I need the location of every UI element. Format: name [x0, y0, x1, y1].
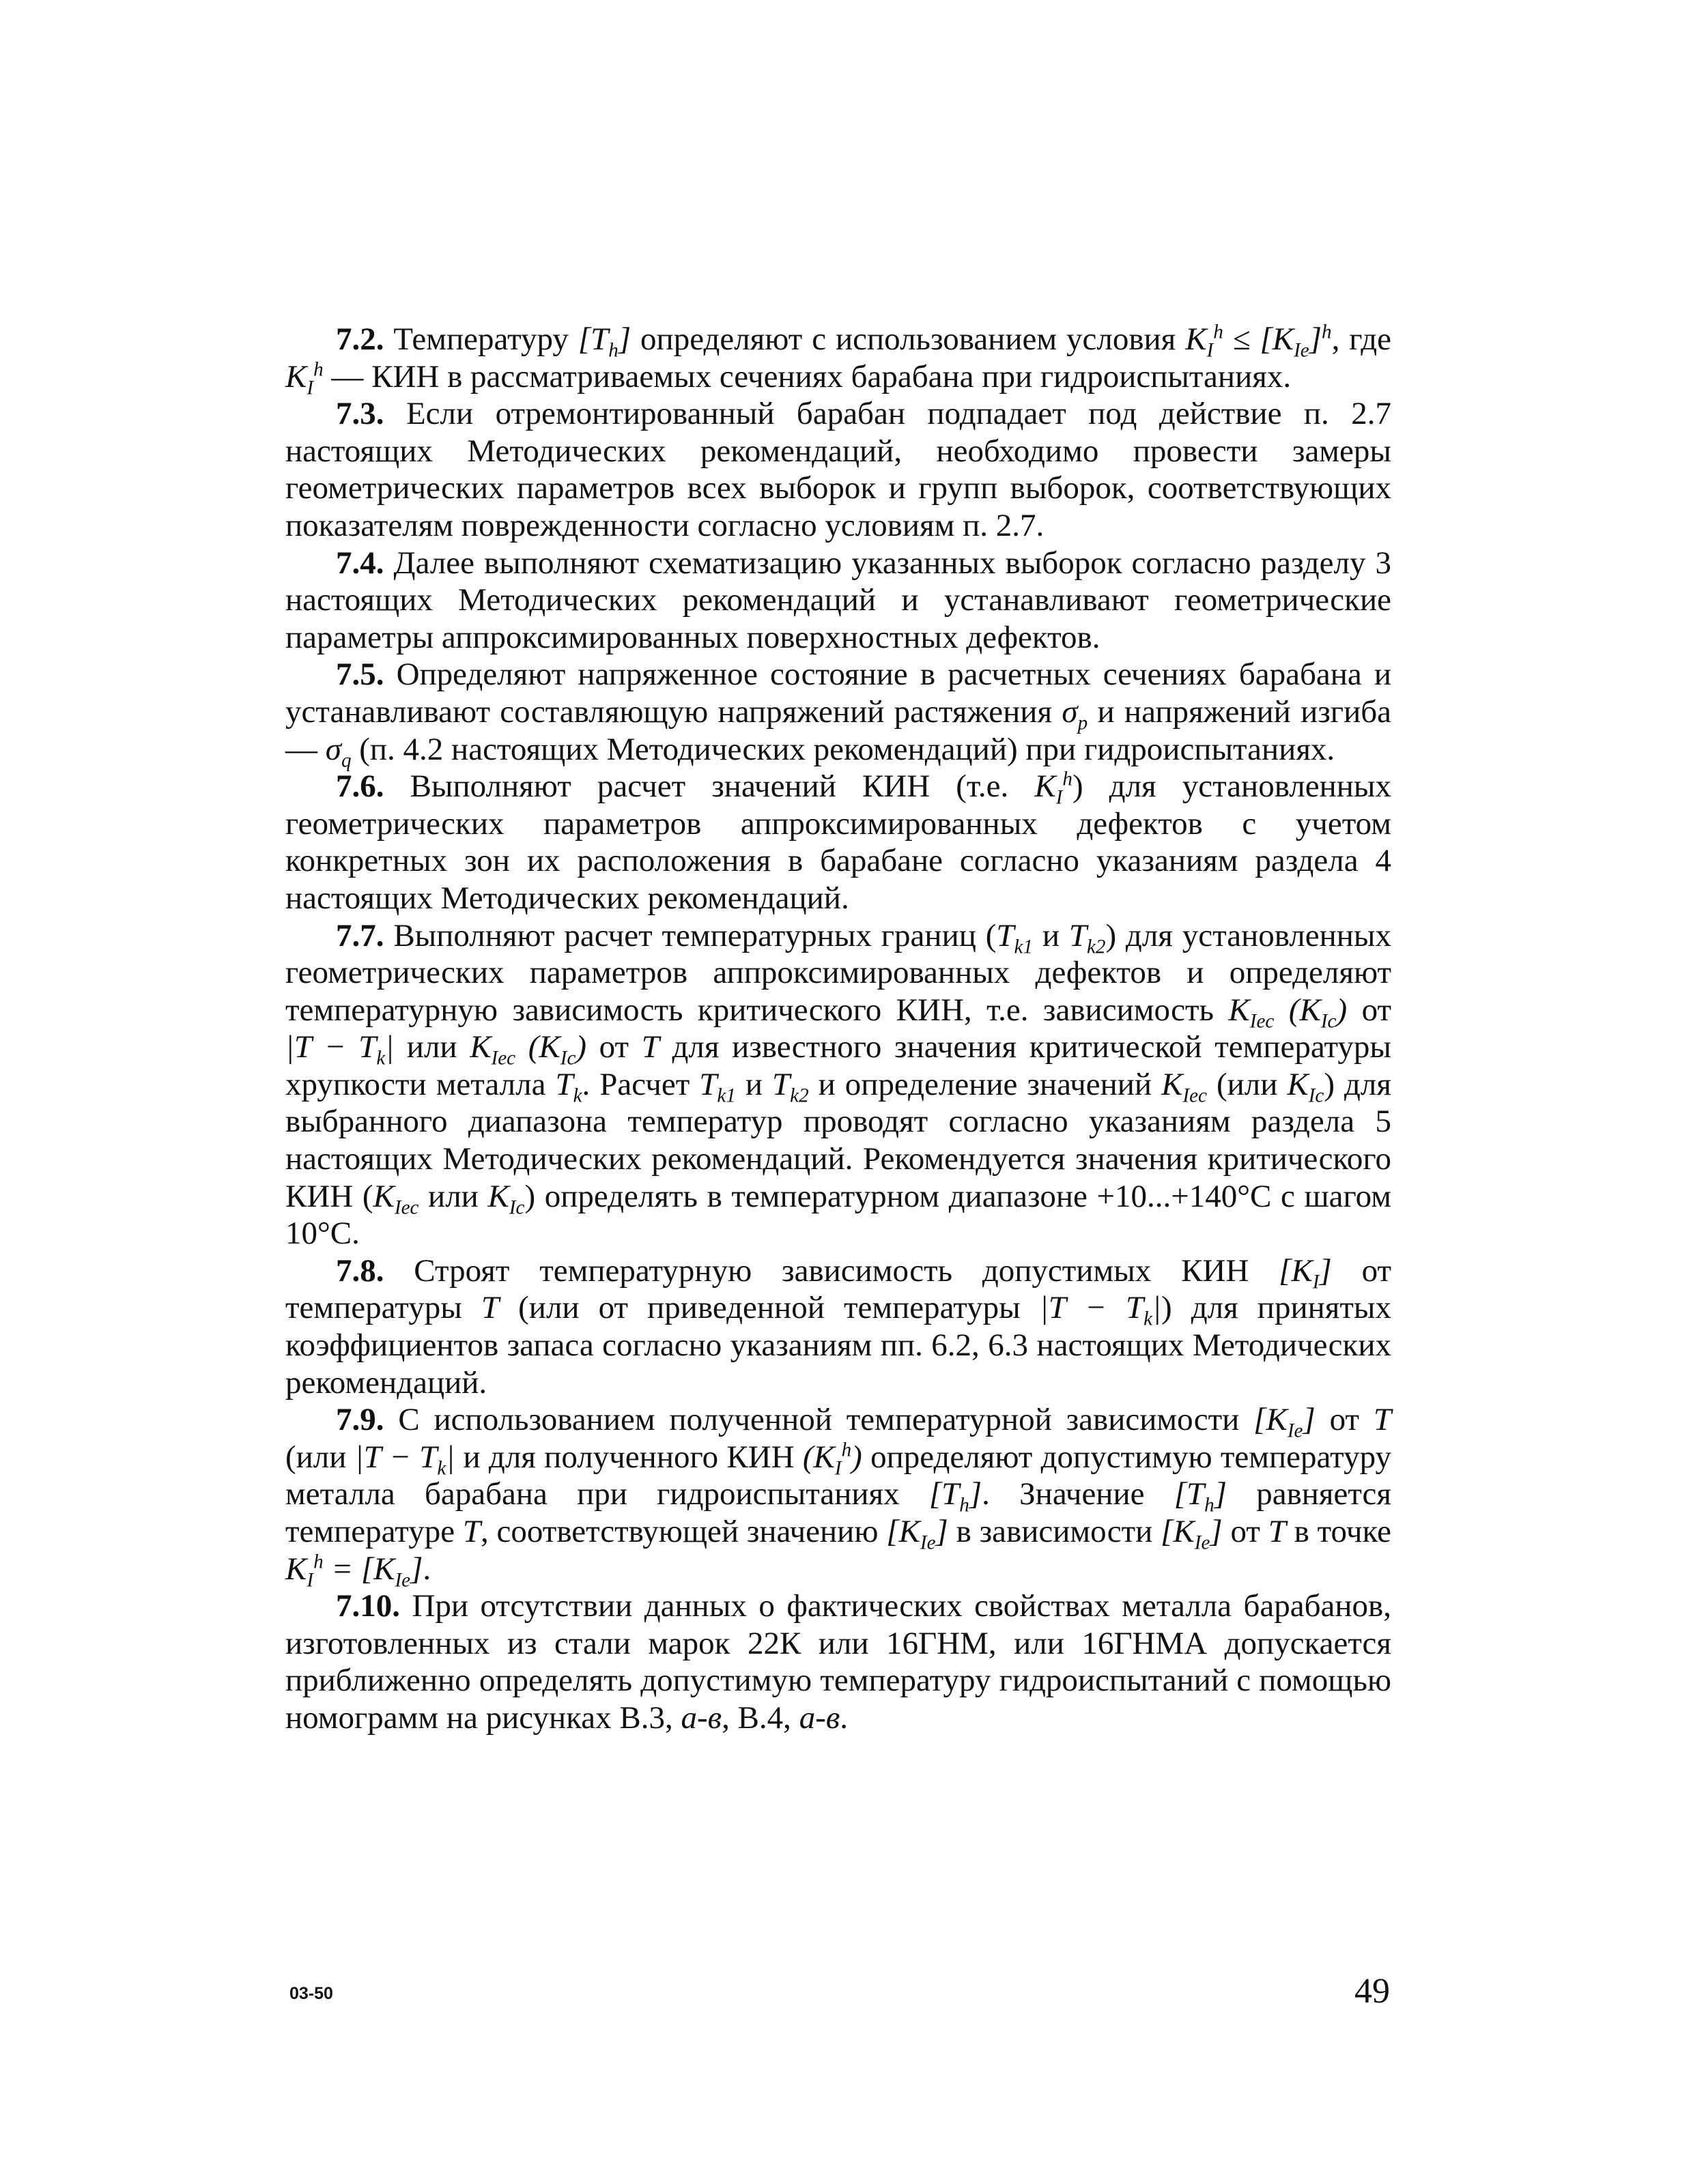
math-run: |	[1152, 1290, 1161, 1326]
math-run: ]	[1210, 1514, 1223, 1549]
text-run: или	[394, 1029, 470, 1065]
text-run: в зависимости	[948, 1514, 1161, 1549]
math-subscript: k2	[1086, 935, 1106, 958]
text-run: .	[423, 1551, 431, 1587]
math-subscript: Iec	[394, 1196, 419, 1219]
text-run: Определяют напряженное состояние в расчетных сечениях барабана и устанавливают составляющую напряжений растяжения	[285, 657, 1391, 730]
math-run: а-в	[681, 1699, 722, 1736]
body-text	[285, 321, 1391, 1737]
math-run: T	[1268, 1514, 1286, 1549]
text-run: — КИН в рассматриваемых сечениях барабана при гидроиспытаниях.	[323, 358, 1292, 394]
text-run: и	[1033, 917, 1069, 953]
math-subscript: h	[608, 339, 619, 362]
math-superscript: h	[1322, 321, 1332, 343]
math-subscript: Iec	[491, 1047, 516, 1069]
math-run: |T − T	[354, 1439, 438, 1475]
math-run: K	[1161, 1066, 1183, 1102]
math-run: ]	[410, 1551, 423, 1587]
math-run: K	[1299, 992, 1321, 1028]
math-run: |	[385, 1029, 395, 1065]
math-run: K	[539, 1029, 560, 1065]
text-run: и напряжений изгиба —	[285, 693, 1391, 767]
math-subscript: k2	[790, 1084, 809, 1107]
math-run: K	[373, 1178, 395, 1214]
math-run: [T	[928, 1476, 960, 1512]
paragraph-7-8	[285, 1252, 1391, 1401]
text-run: (или	[1206, 1066, 1288, 1102]
math-superscript: h	[313, 1550, 324, 1572]
math-subscript: Iec	[1249, 1010, 1275, 1033]
paragraph-7-7	[285, 917, 1391, 1252]
math-run: T	[1373, 1402, 1391, 1438]
paragraph-number: 7.10.	[336, 1588, 400, 1624]
math-subscript: p	[1077, 712, 1088, 734]
math-run: K	[487, 1178, 509, 1214]
text-run: Если отремонтированный барабан подпадает под действие п. 2.7 настоящих Методических рекомендаций, необходимо провести замеры геометрических параметров всех выборок и групп выборок, соответствующих показателям поврежденности согласно условиям п. 2.7.	[285, 396, 1391, 543]
math-subscript: k1	[717, 1084, 736, 1107]
math-run: )	[851, 1439, 862, 1475]
text-run: Температуру	[384, 321, 578, 357]
text-run: от	[1315, 1402, 1374, 1438]
math-subscript: Ie	[1194, 1532, 1210, 1554]
math-run: ]	[969, 1476, 982, 1512]
paragraph-7-4	[285, 545, 1391, 657]
text-run: ) определять в температурном диапазоне +10...+140°С с шагом 10°С.	[285, 1178, 1391, 1252]
paragraph-7-3	[285, 395, 1391, 544]
math-run: K	[285, 1551, 307, 1587]
math-run: T	[481, 1290, 500, 1326]
math-subscript: I	[307, 376, 314, 399]
text-run: и	[735, 1066, 772, 1102]
math-run: K	[1034, 768, 1056, 805]
math-run: K	[1185, 321, 1207, 357]
math-subscript: h	[1204, 1494, 1214, 1517]
text-run: в точке	[1285, 1514, 1391, 1549]
math-run: ]	[1319, 1252, 1332, 1289]
math-run: σ	[1062, 693, 1078, 730]
math-run: K	[1228, 992, 1250, 1028]
math-run: ]	[618, 321, 631, 357]
math-run: T	[462, 1514, 481, 1549]
text-run: и определение значений	[808, 1066, 1162, 1102]
math-run: |T − T	[1039, 1290, 1144, 1326]
math-run: [T	[578, 321, 609, 357]
text-run: равняется температуре	[285, 1476, 1391, 1549]
paragraph-7-6	[285, 768, 1391, 917]
math-run: σ	[325, 731, 341, 767]
math-superscript: h	[1062, 768, 1072, 790]
math-run: (K	[802, 1439, 835, 1475]
math-run: T	[699, 1066, 717, 1102]
paragraph-7-10	[285, 1587, 1391, 1736]
math-run: а-в	[799, 1699, 840, 1736]
text-run: определяют допустимую температуру металла барабана при гидроиспытаниях	[285, 1439, 1391, 1512]
text-run: для известного значения критической температуры хрупкости металла	[285, 1029, 1392, 1102]
text-run: ) для установленных геометрических параметров аппроксимированных дефектов и определяют температурную зависимость критического КИН, т.е. зависимость	[285, 917, 1391, 1028]
math-subscript: k	[1143, 1308, 1153, 1330]
math-subscript: I	[1312, 1271, 1320, 1293]
math-superscript: h	[1213, 321, 1223, 343]
paragraph-number: 7.6.	[336, 768, 384, 805]
text-run: , В.4,	[722, 1699, 799, 1736]
text-run: или	[418, 1178, 488, 1214]
text-run: Далее выполняют схематизацию указанных выборок согласно разделу 3 настоящих Методических рекомендаций и устанавливают геометрические параметры аппроксимированных поверхностных дефектов.	[285, 545, 1391, 655]
math-run: )	[575, 1029, 587, 1065]
math-run: T	[641, 1029, 659, 1065]
math-subscript: Ie	[1287, 1420, 1303, 1442]
paragraph-number: 7.3.	[336, 396, 384, 432]
text-run: . Значение	[982, 1476, 1174, 1512]
page-number: 49	[1354, 1972, 1390, 2011]
math-run: ]	[1214, 1476, 1227, 1512]
text-run: от	[586, 1029, 642, 1065]
math-run: K	[470, 1029, 492, 1065]
text-run: и для полученного КИН	[455, 1439, 803, 1475]
math-run: T	[772, 1066, 791, 1102]
paragraph-7-2	[285, 321, 1391, 399]
math-subscript: Ic	[1308, 1084, 1324, 1107]
math-run: T	[996, 917, 1014, 953]
text-run: С использованием полученной температурной зависимости	[384, 1402, 1254, 1438]
math-run: [K	[1260, 321, 1294, 357]
math-run: (	[1274, 992, 1300, 1028]
text-run: . Расчет	[582, 1066, 700, 1102]
text-run: (п. 4.2 настоящих Методических рекомендаций) при гидроиспытаниях.	[351, 731, 1335, 767]
text-run: ) для выбранного диапазона температур проводят согласно указаниям раздела 5 настоящих Методических рекомендаций. Рекомендуется значения критического КИН (	[285, 1066, 1392, 1214]
paragraph-number: 7.2.	[336, 321, 384, 357]
math-subscript: k	[573, 1084, 582, 1107]
math-run: [K	[886, 1514, 920, 1549]
math-subscript: Iec	[1182, 1084, 1207, 1107]
paragraph-number: 7.9.	[336, 1402, 384, 1438]
text-run: При отсутствии данных о фактических свойствах металла барабанов, изготовленных из стали марок 22К или 16ГНМ, или 16ГНМА допускается приближенно определять допустимую температуру гидроиспытаний с помощью номограмм на рисунках В.3,	[285, 1588, 1391, 1736]
text-run: Строят температурную зависимость допустимых КИН	[384, 1252, 1279, 1289]
math-run: K	[285, 358, 307, 394]
math-superscript: h	[313, 358, 324, 380]
math-run: )	[1336, 992, 1348, 1028]
math-superscript: h	[841, 1439, 852, 1461]
math-subscript: Ie	[920, 1532, 936, 1554]
text-run: (или от приведенной температуры	[499, 1290, 1040, 1326]
paragraph-number: 7.8.	[336, 1252, 384, 1289]
paragraph-7-5	[285, 656, 1391, 771]
text-run: , соответствующей значению	[481, 1514, 887, 1549]
text-run: , где	[1331, 321, 1391, 357]
math-run: (	[515, 1029, 539, 1065]
math-subscript: Ie	[1294, 339, 1309, 362]
text-run: Выполняют расчет температурных границ (	[384, 917, 997, 953]
math-subscript: I	[834, 1457, 842, 1480]
math-run: ≤	[1223, 321, 1260, 357]
math-subscript: Ic	[560, 1047, 576, 1069]
text-run: Выполняют расчет значений КИН (т.е.	[384, 768, 1035, 805]
math-subscript: k1	[1014, 935, 1033, 958]
math-subscript: I	[1206, 339, 1214, 362]
text-run: определяют с использованием условия	[631, 321, 1186, 357]
text-run: ) для установленных геометрических параметров аппроксимированных дефектов с учетом конкретных зон их расположения в барабане согласно указаниям раздела 4 настоящих Методических рекомендаций.	[285, 768, 1391, 916]
math-run: [K	[1161, 1514, 1195, 1549]
math-run: [T	[1174, 1476, 1205, 1512]
paragraph-7-9	[285, 1401, 1391, 1591]
math-subscript: k	[437, 1457, 446, 1480]
paragraph-number: 7.4.	[336, 545, 384, 581]
math-subscript: h	[959, 1494, 969, 1517]
paragraph-number: 7.5.	[336, 657, 384, 693]
math-run: = [K	[323, 1551, 395, 1587]
math-run: |	[446, 1439, 455, 1475]
math-run: T	[1068, 917, 1087, 953]
math-subscript: I	[307, 1568, 314, 1591]
math-run: K	[1287, 1066, 1309, 1102]
math-subscript: Ic	[509, 1196, 525, 1219]
text-run: от	[1347, 992, 1392, 1028]
text-run: от температуры	[285, 1252, 1392, 1326]
math-subscript: k	[376, 1047, 386, 1069]
math-run: T	[555, 1066, 573, 1102]
math-subscript: I	[1055, 786, 1063, 809]
math-run: ]	[1309, 321, 1322, 357]
math-run: ]	[935, 1514, 948, 1549]
math-run: |T − T	[285, 1029, 377, 1065]
math-run: ]	[1303, 1402, 1316, 1438]
paragraph-number: 7.7.	[336, 917, 384, 953]
math-subscript: Ie	[395, 1568, 411, 1591]
math-subscript: Ic	[1320, 1010, 1337, 1033]
text-run: (или	[285, 1439, 355, 1475]
text-run: ) для принятых коэффициентов запаса согласно указаниям пп. 6.2, 6.3 настоящих Методических рекомендаций.	[285, 1290, 1391, 1400]
math-subscript: q	[341, 749, 352, 771]
footer-code: 03-50	[289, 1984, 333, 2003]
text-run: .	[840, 1699, 848, 1736]
math-run: [K	[1253, 1402, 1288, 1438]
text-run: от	[1222, 1514, 1268, 1549]
math-run: [K	[1279, 1252, 1313, 1289]
